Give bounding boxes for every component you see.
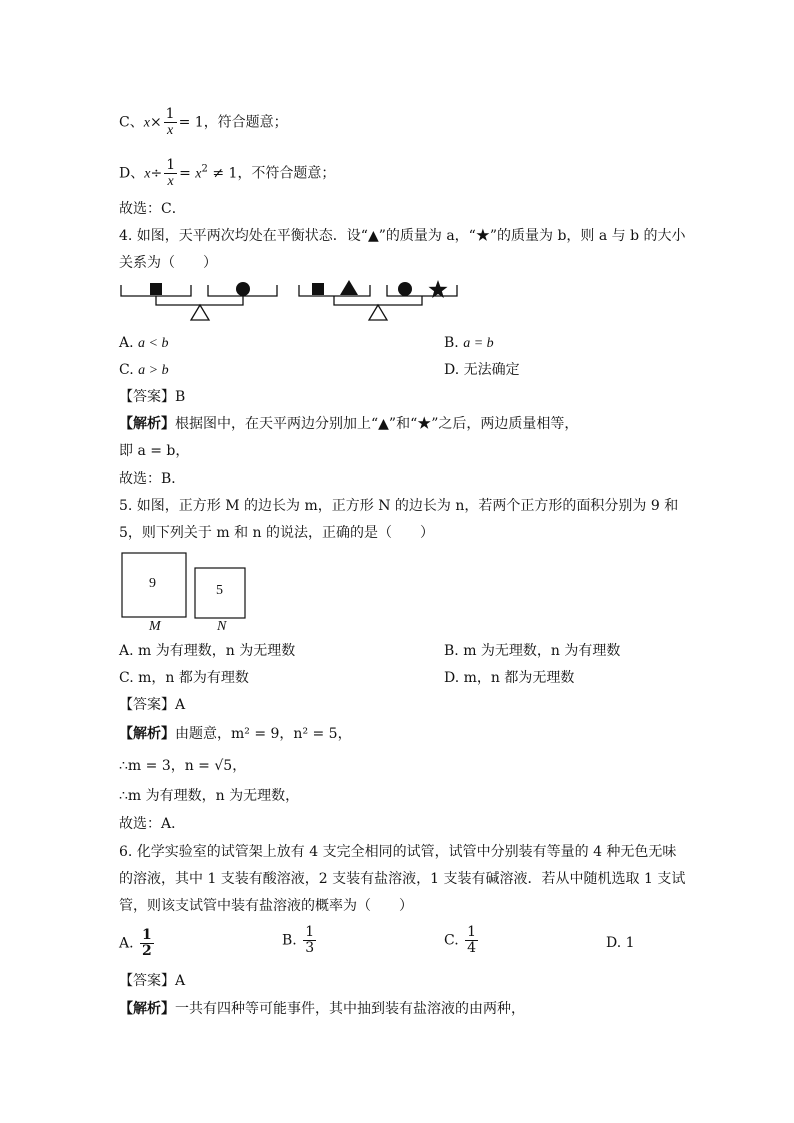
square-m-area: 9 bbox=[149, 576, 156, 591]
math-op: × bbox=[149, 114, 162, 131]
square-n-area: 5 bbox=[216, 583, 223, 598]
q4-choose: 故选：B． bbox=[119, 471, 186, 487]
q5-analysis-line3: ∴m 为有理数，n 为无理数， bbox=[119, 788, 300, 804]
q6-analysis-line1: 【解析】一共有四种等可能事件，其中抽到装有盐溶液的由两种， bbox=[119, 1001, 525, 1017]
q4-option-a[interactable]: A. a < b bbox=[119, 335, 169, 351]
option-d-line: D、x÷ $\frac{1}{x}$ = $x^2 \ne 1$，不符合题意； bbox=[119, 157, 336, 189]
q5-stem-line2: 5，则下列关于 m 和 n 的说法，正确的是（ ） bbox=[119, 525, 434, 541]
q6-option-a[interactable]: A. $\frac{1}{2}$ bbox=[119, 927, 152, 959]
q6-option-c[interactable]: C. $\frac{1}{4}$ bbox=[444, 924, 477, 956]
q5-choose: 故选：A． bbox=[119, 816, 186, 832]
option-label: C、 bbox=[119, 114, 144, 131]
fraction: $\frac{1}{2}$ bbox=[142, 927, 152, 959]
q4-analysis-line1: 【解析】根据图中，在天平两边分别加上“▲”和“★”之后，两边质量相等， bbox=[119, 416, 579, 432]
q4-stem-line2: 关系为（ ） bbox=[119, 255, 217, 271]
q5-option-a[interactable]: A. m 为有理数，n 为无理数 bbox=[119, 643, 296, 659]
q6-option-d[interactable]: D. 1 bbox=[606, 935, 635, 951]
q5-option-b[interactable]: B. m 为无理数，n 为有理数 bbox=[444, 643, 621, 659]
q6-stem-line3: 管，则该支试管中装有盐溶液的概率为（ ） bbox=[119, 898, 413, 914]
fraction: $\frac{1}{x}$ bbox=[165, 106, 175, 138]
fraction: $\frac{1}{x}$ bbox=[166, 157, 176, 189]
prev-choose: 故选：C． bbox=[119, 201, 186, 217]
q5-analysis-line2: ∴m = 3，n = √5， bbox=[119, 758, 247, 774]
option-label: D、 bbox=[119, 165, 145, 182]
q6-option-b[interactable]: B. $\frac{1}{3}$ bbox=[282, 924, 315, 956]
math-eq: = 1 bbox=[178, 114, 204, 131]
q6-stem-line1: 6. 化学实验室的试管架上放有 4 支完全相同的试管，试管中分别装有等量的 4 种无色无味 bbox=[119, 844, 677, 860]
q5-analysis-line1: 【解析】由题意，m² = 9，n² = 5， bbox=[119, 726, 352, 742]
math-var: x bbox=[143, 115, 150, 131]
q4-option-b[interactable]: B. a = b bbox=[444, 335, 494, 351]
q4-stem-line1: 4. 如图，天平两次均处在平衡状态．设“▲”的质量为 a，“★”的质量为 b，则 a 与 b 的大小 bbox=[119, 228, 686, 244]
fraction: $\frac{1}{3}$ bbox=[305, 924, 315, 956]
q5-answer: 【答案】A bbox=[119, 697, 186, 713]
q5-option-c[interactable]: C. m，n 都为有理数 bbox=[119, 670, 249, 686]
q6-answer: 【答案】A bbox=[119, 973, 186, 989]
q4-option-d[interactable]: D. 无法确定 bbox=[444, 362, 520, 378]
q6-stem-line2: 的溶液，其中 1 支装有酸溶液，2 支装有盐溶液，1 支装有碱溶液．若从中随机选取 1 支试 bbox=[119, 871, 686, 887]
square-n-label: N bbox=[217, 619, 227, 634]
q5-stem-line1: 5. 如图，正方形 M 的边长为 m，正方形 N 的边长为 n，若两个正方形的面积分别为 9 和 bbox=[119, 498, 679, 514]
square-m-label: M bbox=[149, 619, 161, 634]
q5-option-d[interactable]: D. m，n 都为无理数 bbox=[444, 670, 575, 686]
q4-answer: 【答案】B bbox=[119, 389, 186, 405]
q4-option-c[interactable]: C. a > b bbox=[119, 362, 169, 378]
q4-analysis-line2: 即 a = b， bbox=[119, 443, 190, 459]
fraction: $\frac{1}{4}$ bbox=[467, 924, 477, 956]
line-tail: ，符合题意； bbox=[203, 114, 288, 131]
